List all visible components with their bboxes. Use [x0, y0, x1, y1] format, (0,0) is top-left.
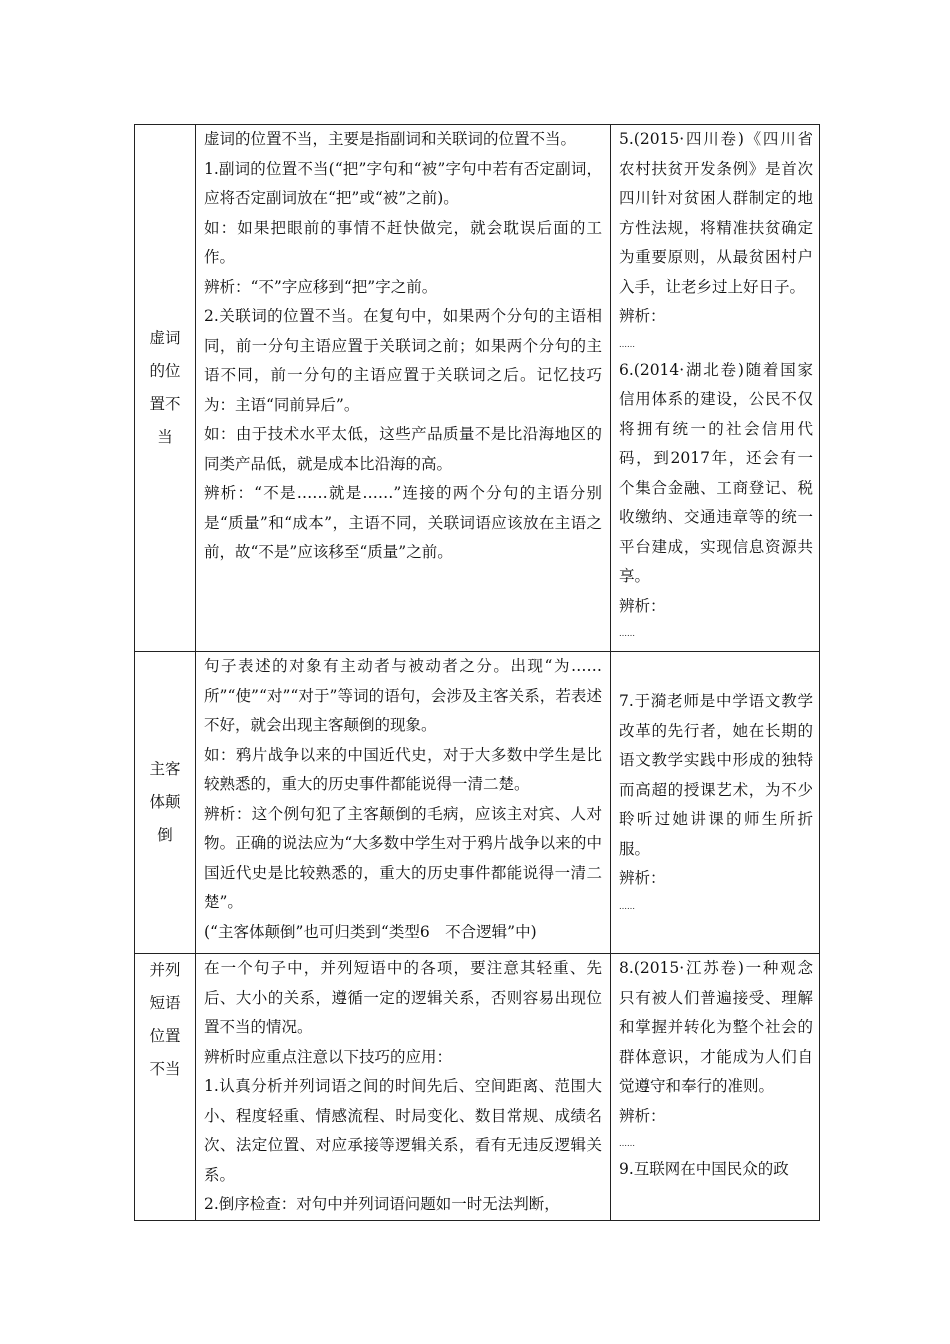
explanation-paragraph: 虚词的位置不当，主要是指副词和关联词的位置不当。 [204, 130, 577, 148]
category-label: 主客体颠倒 [149, 760, 181, 844]
explanation-paragraph: 2.倒序检查：对句中并列词语问题如一时无法判断， [204, 1195, 560, 1213]
explanation-cell [196, 652, 611, 954]
category-label: 并列短语位置不当 [149, 961, 181, 1078]
table-row [135, 652, 820, 954]
answer-blank: …… [619, 339, 635, 349]
analysis-label: 辨析： [619, 596, 666, 615]
explanation-paragraph: 1.副词的位置不当(“把”字句和“被”字句中若有否定副词，应将否定副词放在“把”或“被”之前)。 [204, 159, 602, 207]
content-table [134, 124, 820, 1221]
explanation-paragraph: 1.认真分析并列词语之间的时间先后、空间距离、范围大小、程度轻重、情感流程、时局变化、数目常规、成绩名次、法定位置、对应承接等逻辑关系，看有无违反逻辑关系。 [204, 1077, 602, 1184]
analysis-label: 辨析： [619, 307, 666, 325]
category-cell [135, 125, 196, 652]
explanation-paragraph: 辨析时应重点注意以下技巧的应用： [204, 1047, 453, 1066]
explanation-paragraph: 辨析：这个例句犯了主客颠倒的毛病，应该主对宾、人对物。正确的说法应为“大多数中学生对于鸦片战争以来的中国近代史是比较熟悉的，重大的历史事件都能说得一清二楚”。 [204, 804, 602, 911]
table-row [135, 954, 820, 1221]
category-cell [135, 954, 196, 1221]
example-question: 5.(2015·四川卷)《四川省农村扶贫开发条例》是首次四川针对贫困人群制定的地方性法规，将精准扶贫确定为重要原则，从最贫困村户入手，让老乡过上好日子。 [619, 130, 813, 296]
category-label: 虚词的位置不当 [149, 329, 181, 446]
explanation-cell [196, 125, 611, 652]
example-question: 9.互联网在中国民众的政 [619, 1160, 789, 1178]
analysis-label: 辨析： [619, 1106, 666, 1125]
table-row [135, 125, 820, 652]
explanation-paragraph: 句子表述的对象有主动者与被动者之分。出现“为……所”“使”“对”“对于”等词的语句，会涉及主客关系，若表述不好，就会出现主客颠倒的现象。 [204, 657, 602, 734]
explanation-paragraph: 2.关联词的位置不当。在复句中，如果两个分句的主语相同，前一分句主语应置于关联词之前；如果两个分句的主语不同，前一分句的主语应置于关联词之后。记忆技巧为：主语“同前异后”。 [204, 307, 602, 414]
explanation-paragraph: 如：鸦片战争以来的中国近代史，对于大多数中学生是比较熟悉的，重大的历史事件都能说得一清二楚。 [204, 745, 602, 793]
explanation-paragraph: 如：由于技术水平太低，这些产品质量不是比沿海地区的同类产品低，就是成本比沿海的高。 [204, 425, 602, 473]
answer-blank: …… [619, 901, 635, 911]
answer-blank: …… [619, 1139, 635, 1148]
explanation-paragraph: (“主客体颠倒”也可归类到“类型6 不合逻辑”中) [204, 922, 537, 941]
explanation-paragraph: 在一个句子中，并列短语中的各项，要注意其轻重、先后、大小的关系，遵循一定的逻辑关系，否则容易出现位置不当的情况。 [204, 959, 602, 1036]
example-cell [611, 652, 820, 954]
analysis-label: 辨析： [619, 869, 666, 888]
category-cell [135, 652, 196, 954]
example-question: 6.(2014·湖北卷)随着国家信用体系的建设，公民不仅将拥有统一的社会信用代码，到2017年，还会有一个集合金融、工商登记、税收缴纳、交通违章等的统一平台建成，实现信息资源共享。 [619, 360, 813, 585]
explanation-paragraph: 如：如果把眼前的事情不赶快做完，就会耽误后面的工作。 [204, 218, 602, 266]
example-cell [611, 125, 820, 652]
explanation-paragraph: 辨析：“不是……就是……”连接的两个分句的主语分别是“质量”和“成本”，主语不同，关联词语应该放在主语之前，故“不是”应该移至“质量”之前。 [204, 484, 602, 561]
explanation-paragraph: 辨析：“不”字应移到“把”字之前。 [204, 277, 438, 296]
example-cell [611, 954, 820, 1221]
explanation-cell [196, 954, 611, 1221]
example-question: 8.(2015·江苏卷)一种观念只有被人们普遍接受、理解和掌握并转化为整个社会的群体意识，才能成为人们自觉遵守和奉行的准则。 [619, 959, 813, 1095]
answer-blank: …… [619, 629, 635, 638]
example-question: 7.于漪老师是中学语文教学改革的先行者，她在长期的语文教学实践中形成的独特而高超的授课艺术，为不少聆听过她讲课的师生所折服。 [619, 692, 813, 858]
